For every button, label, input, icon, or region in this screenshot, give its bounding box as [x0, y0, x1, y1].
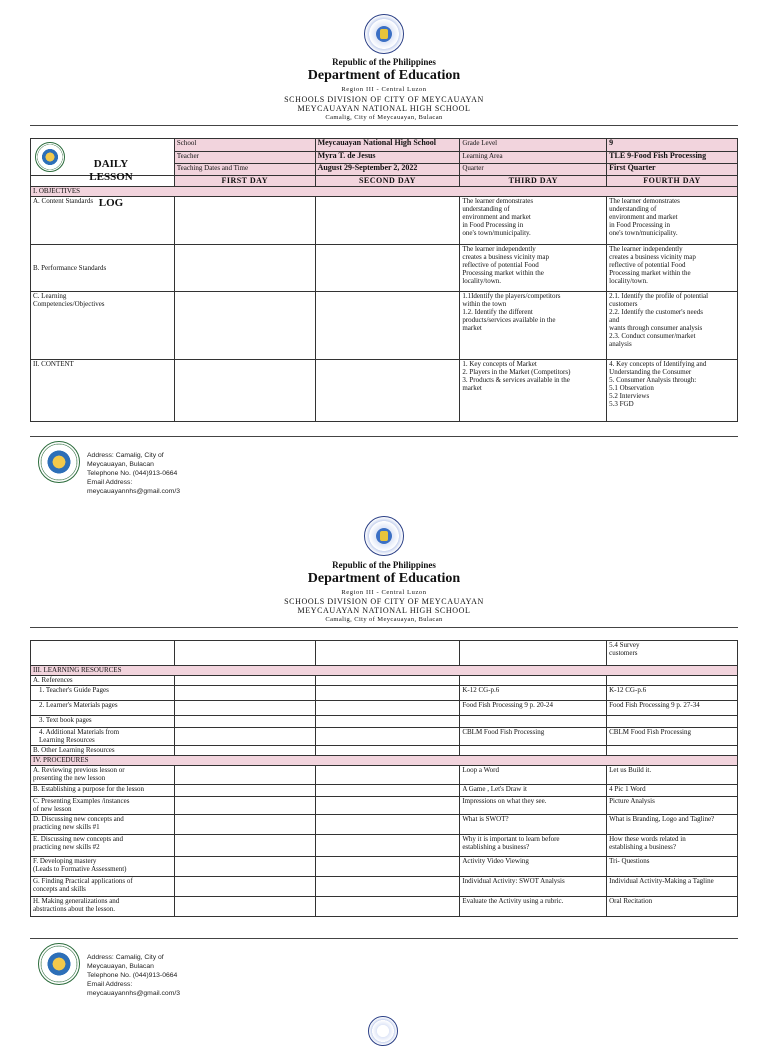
school-label: School — [174, 139, 315, 152]
procedure-d-fourth: What is Branding, Logo and Tagline? — [607, 815, 738, 835]
procedure-g-label: G. Finding Practical applications of concepts and skills — [31, 877, 175, 897]
teacher-label: Teacher — [174, 152, 315, 164]
lesson-log-table-page2 — [30, 640, 738, 917]
footer-telephone-page2: Telephone No. (044)913-0664 — [87, 972, 178, 979]
footer-logo-page2 — [38, 943, 80, 985]
teachers-guide-label: 1. Teacher's Guide Pages — [31, 686, 175, 701]
procedure-h-label: H. Making generalizations and abstractions about the lesson. — [31, 897, 175, 917]
teachers-guide-third: K-12 CG-p.6 — [460, 686, 607, 701]
learning-resources-heading: III. LEARNING RESOURCES — [31, 666, 738, 676]
procedure-d-third: What is SWOT? — [460, 815, 607, 835]
learners-materials-label: 2. Learner's Materials pages — [31, 701, 175, 716]
procedure-e-fourth: How these words related in establishing a business? — [607, 835, 738, 857]
performance-standards-label: B. Performance Standards — [31, 245, 175, 292]
header-divider — [30, 125, 738, 126]
footer-address: Address: Camalig, City of — [87, 452, 164, 459]
content-standards-fourth: The learner demonstrates understanding of environment and market in Food Processing in one's town/municipality. — [607, 197, 738, 245]
procedure-a-third: Loop a Word — [460, 766, 607, 785]
procedure-h-fourth: Oral Recitation — [607, 897, 738, 917]
footer-address-page2: Address: Camalig, City of — [87, 954, 164, 961]
grade-level-value: 9 — [607, 139, 738, 152]
content-standards-third: The learner demonstrates understanding of environment and market in Food Processing in one's town/municipality. — [460, 197, 607, 245]
objectives-heading: I. OBJECTIVES — [31, 187, 738, 197]
school-name-page2: MEYCAUAYAN NATIONAL HIGH SCHOOL — [297, 606, 471, 615]
footer-divider-page2 — [30, 938, 738, 939]
footer-email-page2: meycauayannhs@gmail.com/3 — [87, 990, 181, 997]
procedure-d-label: D. Discussing new concepts and practicing new skills #1 — [31, 815, 175, 835]
deped-seal-page2 — [364, 516, 404, 556]
performance-standards-third: The learner independently creates a business vicinity map reflective of potential Food Processing market within the locality/town. — [460, 245, 607, 292]
procedure-a-label: A. Reviewing previous lesson or presenting the new lesson — [31, 766, 175, 785]
footer-logo — [38, 441, 80, 483]
additional-materials-label: 4. Additional Materials from Learning Resources — [31, 728, 175, 746]
learning-area-value: TLE 9-Food Fish Processing — [607, 152, 738, 164]
additional-materials-fourth: CBLM Food Fish Processing — [607, 728, 738, 746]
republic-label-page2: Republic of the Philippines — [332, 560, 436, 570]
deped-seal — [364, 14, 404, 54]
footer-email: meycauayannhs@gmail.com/3 — [87, 488, 181, 495]
procedure-b-fourth: 4 Pic 1 Word — [607, 785, 738, 797]
content-label: II. CONTENT — [31, 360, 175, 422]
learners-materials-third: Food Fish Processing 9 p. 20-24 — [460, 701, 607, 716]
procedure-c-third: Impressions on what they see. — [460, 797, 607, 815]
procedure-e-third: Why it is important to learn before establishing a business? — [460, 835, 607, 857]
learning-area-label: Learning Area — [460, 152, 607, 164]
content-third: 1. Key concepts of Market 2. Players in the Market (Competitors) 3. Products & services available in the market — [460, 360, 607, 422]
content-fourth: 4. Key concepts of Identifying and Understanding the Consumer 5. Consumer Analysis through: 5.1 Observation 5.2 Interviews 5.3 FGD — [607, 360, 738, 422]
day-header-fourth: FOURTH DAY — [607, 176, 738, 187]
footer-block — [87, 451, 180, 496]
republic-label: Republic of the Philippines — [332, 57, 436, 67]
footer-block-page2 — [87, 953, 180, 998]
procedure-e-label: E. Discussing new concepts and practicing new skills #2 — [31, 835, 175, 857]
header-divider-page2 — [30, 627, 738, 628]
lesson-log-table-page1 — [30, 138, 738, 422]
division-label: SCHOOLS DIVISION OF CITY OF MEYCAUAYAN — [284, 95, 484, 104]
school-name: MEYCAUAYAN NATIONAL HIGH SCHOOL — [297, 104, 471, 113]
school-value: Meycauayan National High School — [315, 139, 460, 152]
school-address-page2: Camalig, City of Meycauayan, Bulacan — [325, 616, 443, 623]
day-header-first: FIRST DAY — [174, 176, 315, 187]
competencies-third: 1.1Identify the players/competitors within the town 1.2. Identify the different products/services available in the market — [460, 292, 607, 360]
references-label: A. References — [31, 676, 175, 686]
procedure-a-fourth: Let us Build it. — [607, 766, 738, 785]
teacher-value: Myra T. de Jesus — [315, 152, 460, 164]
region-label-page2: Region III - Central Luzon — [341, 589, 427, 596]
footer-address-city: Meycauayan, Bulacan — [87, 461, 154, 468]
procedure-c-fourth: Picture Analysis — [607, 797, 738, 815]
procedure-b-third: A Game , Let's Draw it — [460, 785, 607, 797]
additional-materials-third: CBLM Food Fish Processing — [460, 728, 607, 746]
procedure-g-third: Individual Activity: SWOT Analysis — [460, 877, 607, 897]
teachers-guide-fourth: K-12 CG-p.6 — [607, 686, 738, 701]
region-label: Region III - Central Luzon — [341, 86, 427, 93]
procedure-f-fourth: Tri- Questions — [607, 857, 738, 877]
quarter-value: First Quarter — [607, 164, 738, 176]
footer-divider — [30, 436, 738, 437]
day-header-third: THIRD DAY — [460, 176, 607, 187]
textbook-pages-label: 3. Text book pages — [31, 716, 175, 728]
teaching-dates-value: August 29-September 2, 2022 — [315, 164, 460, 176]
procedures-heading: IV. PROCEDURES — [31, 756, 738, 766]
teaching-dates-label: Teaching Dates and Time — [174, 164, 315, 176]
footer-email-label: Email Address: — [87, 479, 133, 486]
performance-standards-fourth: The learner independently creates a business vicinity map reflective of potential Food Processing market within the locality/town. — [607, 245, 738, 292]
competencies-label: C. Learning Competencies/Objectives — [31, 292, 175, 360]
division-label-page2: SCHOOLS DIVISION OF CITY OF MEYCAUAYAN — [284, 597, 484, 606]
procedure-f-third: Activity Video Viewing — [460, 857, 607, 877]
competencies-fourth: 2.1. Identify the profile of potential customers 2.2. Identify the customer's needs and wants through consumer analysis 2.3. Conduct consumer/market analysis — [607, 292, 738, 360]
content-fourth-continued: 5.4 Survey customers — [607, 641, 738, 666]
learners-materials-fourth: Food Fish Processing 9 p. 27-34 — [607, 701, 738, 716]
deped-seal-page3-partial — [368, 1016, 398, 1046]
procedure-b-label: B. Establishing a purpose for the lesson — [31, 785, 175, 797]
quarter-label: Quarter — [460, 164, 607, 176]
procedure-c-label: C. Presenting Examples /instances of new lesson — [31, 797, 175, 815]
department-title-page2: Department of Education — [307, 571, 461, 586]
department-title: Department of Education — [307, 68, 461, 83]
grade-level-label: Grade Level — [460, 139, 607, 152]
footer-email-label-page2: Email Address: — [87, 981, 133, 988]
procedure-g-fourth: Individual Activity-Making a Tagline — [607, 877, 738, 897]
other-resources-label: B. Other Learning Resources — [31, 746, 175, 756]
content-standards-label: A. Content Standards — [31, 197, 175, 245]
school-address: Camalig, City of Meycauayan, Bulacan — [325, 114, 443, 121]
footer-address-city-page2: Meycauayan, Bulacan — [87, 963, 154, 970]
log-label: LOG — [98, 197, 124, 209]
school-logo — [35, 142, 65, 172]
procedure-f-label: F. Developing mastery (Leads to Formative Assessment) — [31, 857, 175, 877]
footer-telephone: Telephone No. (044)913-0664 — [87, 470, 178, 477]
day-header-second: SECOND DAY — [315, 176, 460, 187]
daily-lesson-label: DAILY LESSON — [89, 158, 133, 183]
procedure-h-third: Evaluate the Activity using a rubric. — [460, 897, 607, 917]
